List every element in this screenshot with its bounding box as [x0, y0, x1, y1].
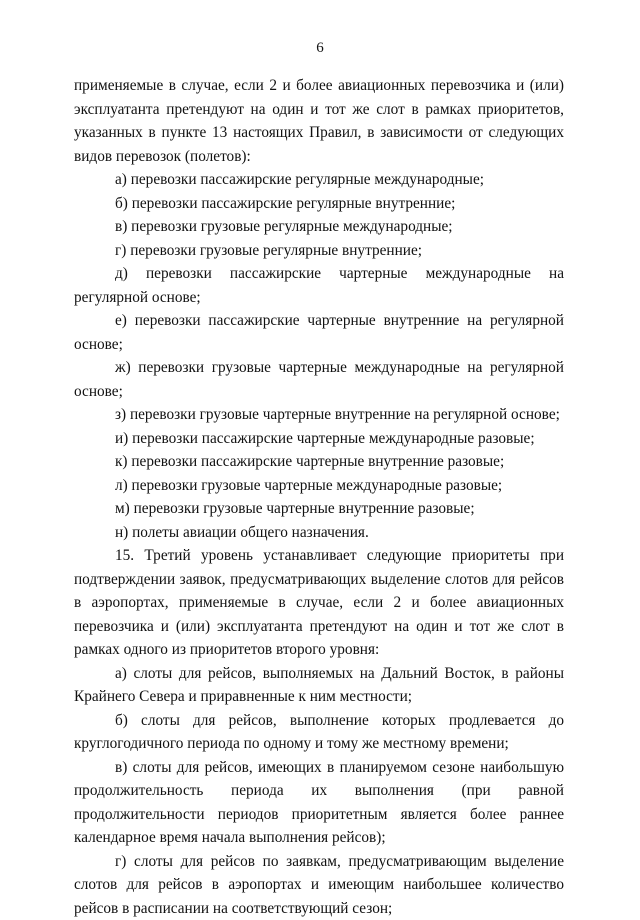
page-number: 6 — [0, 38, 640, 58]
list-item-n: н) полеты авиации общего назначения. — [74, 521, 564, 545]
list-item-zh: ж) перевозки грузовые чартерные международные на регулярной основе; — [74, 356, 564, 403]
list-item-z: з) перевозки грузовые чартерные внутренние на регулярной основе; — [74, 403, 564, 427]
list-item-a: а) перевозки пассажирские регулярные международные; — [74, 168, 564, 192]
list-item-v: в) перевозки грузовые регулярные международные; — [74, 215, 564, 239]
list-item-15v: в) слоты для рейсов, имеющих в планируемом сезоне наибольшую продолжительность периода их выполнения (при равной продолжительности периодов приоритетным является более раннее календарное время начала выполнения рейсов); — [74, 756, 564, 850]
list-item-b: б) перевозки пассажирские регулярные внутренние; — [74, 192, 564, 216]
list-item-15g: г) слоты для рейсов по заявкам, предусматривающим выделение слотов для рейсов в аэропортах и имеющим наибольшее количество рейсов в расписании на соответствующий сезон; — [74, 850, 564, 920]
list-item-g: г) перевозки грузовые регулярные внутренние; — [74, 239, 564, 263]
list-item-15b: б) слоты для рейсов, выполнение которых продлевается до круглогодичного периода по одному и тому же местному времени; — [74, 709, 564, 756]
paragraph-continuation: применяемые в случае, если 2 и более авиационных перевозчика и (или) эксплуатанта претендуют на один и тот же слот в рамках приоритетов, указанных в пункте 13 настоящих Правил, в зависимости от следующих видов перевозок (полетов): — [74, 74, 564, 168]
list-item-15a: а) слоты для рейсов, выполняемых на Дальний Восток, в районы Крайнего Севера и приравненные к ним местности; — [74, 662, 564, 709]
list-item-i: и) перевозки пассажирские чартерные международные разовые; — [74, 427, 564, 451]
document-body — [74, 74, 564, 920]
paragraph-15: 15. Третий уровень устанавливает следующие приоритеты при подтверждении заявок, предусматривающих выделение слотов для рейсов в аэропортах, применяемые в случае, если 2 и более авиационных перевозчика и (или) эксплуатанта претендуют на один и тот же слот в рамках одного из приоритетов второго уровня: — [74, 544, 564, 662]
list-item-m: м) перевозки грузовые чартерные внутренние разовые; — [74, 497, 564, 521]
list-item-l: л) перевозки грузовые чартерные международные разовые; — [74, 474, 564, 498]
list-item-e: е) перевозки пассажирские чартерные внутренние на регулярной основе; — [74, 309, 564, 356]
list-item-k: к) перевозки пассажирские чартерные внутренние разовые; — [74, 450, 564, 474]
list-item-d: д) перевозки пассажирские чартерные международные на регулярной основе; — [74, 262, 564, 309]
